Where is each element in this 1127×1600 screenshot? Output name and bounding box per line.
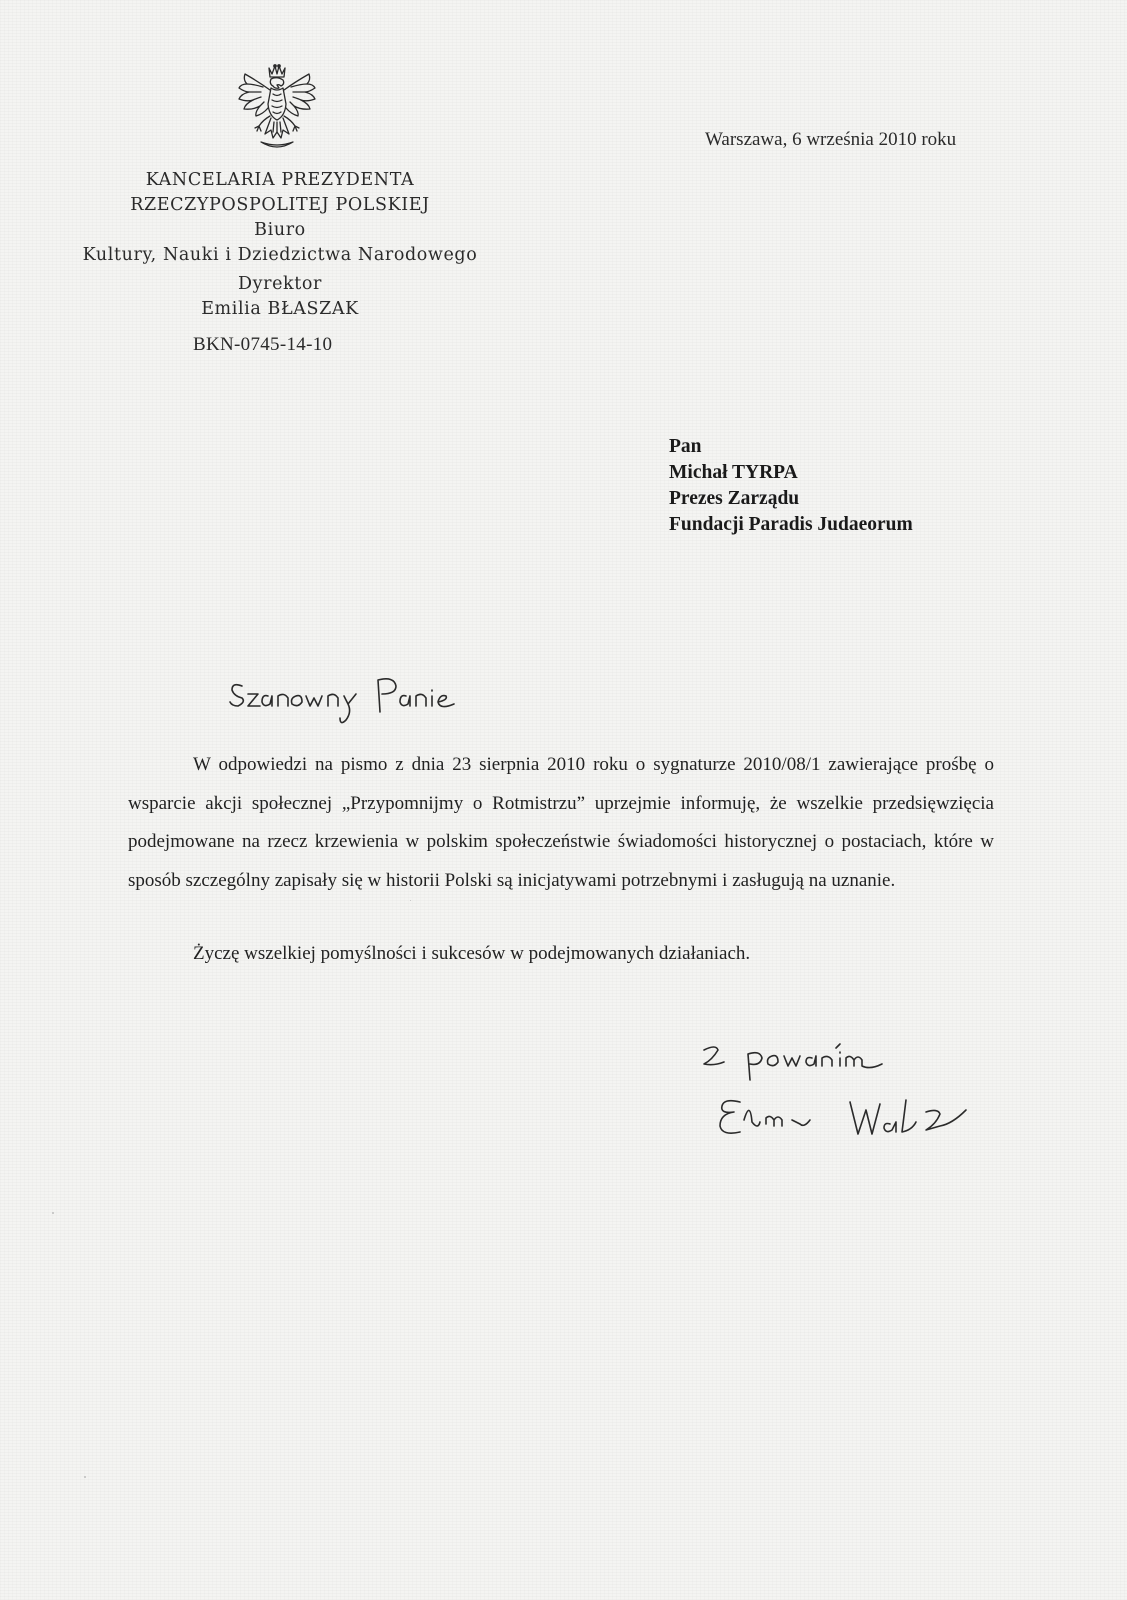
letterhead-chancellery: KANCELARIA PREZYDENTA [145, 170, 415, 190]
letterhead [70, 168, 490, 322]
letterhead-director-name: Emilia BŁASZAK [201, 299, 359, 319]
letterhead-bureau: Biuro [254, 220, 306, 240]
polish-eagle-emblem-icon [233, 62, 321, 154]
recipient-organization: Fundacji Paradis Judaeorum [669, 514, 913, 535]
letterhead-republic: RZECZYPOSPOLITEJ POLSKIEJ [130, 195, 430, 215]
paper-speck [410, 900, 411, 901]
recipient-name: Michał TYRPA [669, 462, 798, 483]
letter-body [128, 746, 994, 900]
handwritten-signature [700, 1040, 990, 1170]
letterhead-director-title: Dyrektor [238, 274, 322, 294]
paper-speck [52, 1212, 54, 1214]
body-paragraph: W odpowiedzi na pismo z dnia 23 sierpnia 2010 roku o sygnaturze 2010/08/1 zawierające prośbę o wsparcie akcji społecznej „Przypomnijmy o Rotmistrzu” uprzejmie informuję, że wszelkie przedsięwzięcia podejmowane na rzecz krzewienia w polskim społeczeństwie świadomości historycznej o postaciach, które w sposób szczególny zapisały się w historii Polski są inicjatywami potrzebnymi i zasługują na uznanie. [128, 754, 994, 891]
recipient-block [669, 434, 913, 538]
letter-date: Warszawa, 6 września 2010 roku [705, 129, 957, 150]
handwritten-salutation [228, 672, 488, 732]
paper-speck [84, 1476, 86, 1478]
letterhead-department: Kultury, Nauki i Dziedzictwa Narodowego [82, 245, 478, 265]
recipient-salutation-title: Pan [669, 436, 702, 457]
reference-number: BKN-0745-14-10 [193, 334, 333, 355]
closing-wishes: Życzę wszelkiej pomyślności i sukcesów w podejmowanych działaniach. [193, 943, 751, 964]
recipient-position: Prezes Zarządu [669, 488, 800, 509]
